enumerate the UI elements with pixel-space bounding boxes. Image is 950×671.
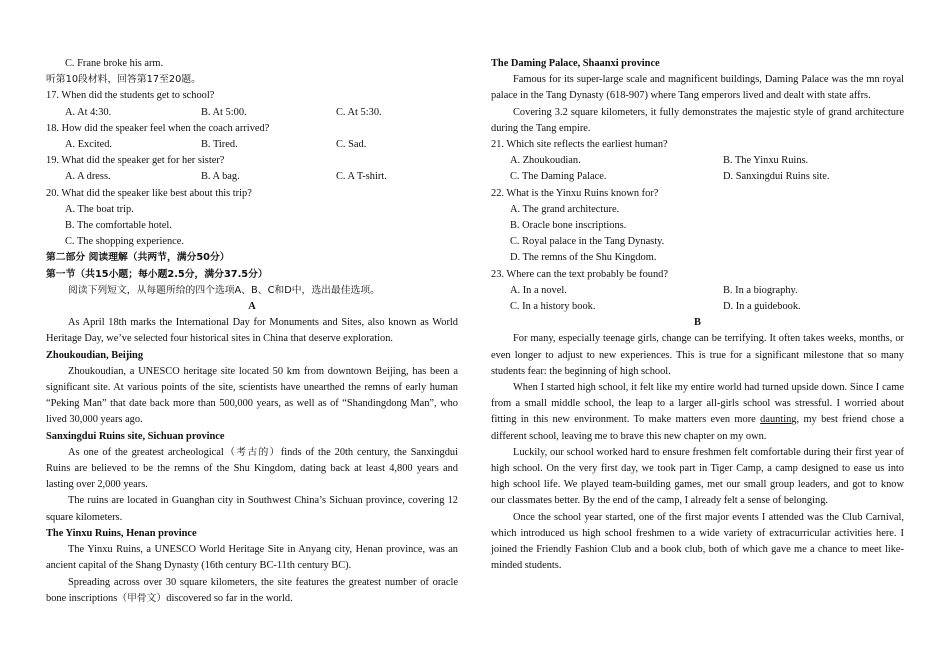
option: A. The grand architecture. (510, 203, 620, 215)
left-column (46, 56, 458, 607)
option: A. At 4:30. (65, 106, 112, 118)
option: B. A bag. (201, 171, 240, 183)
q16-option-c: C. Frane broke his arm. (65, 58, 164, 69)
text-run: discovered so far in the world. (166, 592, 293, 604)
question-23: 23. Where can the text probably be found? (491, 268, 668, 280)
option: B. Tired. (201, 139, 238, 151)
option: D. Sanxingdui Ruins site. (723, 171, 830, 183)
gloss: （甲骨文） (117, 592, 167, 604)
option: A. Excited. (65, 139, 113, 151)
text-run: As one of the greatest archeological (68, 446, 224, 458)
passage-a-label: A (248, 301, 256, 313)
option: A. Zhoukoudian. (510, 155, 581, 167)
question-17: 17. When did the students get to school? (46, 90, 215, 102)
question-19-options (46, 169, 458, 185)
paragraph-sanxingdui (46, 445, 458, 494)
question-19: 19. What did the speaker get for her sister? (46, 155, 225, 167)
question-18-options (46, 137, 458, 153)
question-20: 20. What did the speaker like best about this trip? (46, 187, 252, 199)
paragraph-zhoukoudian: Zhoukoudian, a UNESCO heritage site located 50 km from downtown Beijing, has been a significant site. At various points of the site, scientists have unearthed the remns of early human “Peking Man” that date back more than 500,000 years, as well as of “Shandingdong Man”, who lived 30,000 years ago. (46, 365, 458, 426)
text-run: finds of the 20th century, the Sanxingdui Ruins are believed to be the remns of the Shu Kingdom, dating back at least 4,800 years and lasting over 2,000 years. (46, 446, 458, 491)
option: B. The comfortable hotel. (65, 220, 172, 232)
option: D. In a guidebook. (723, 301, 801, 313)
question-23-options (491, 299, 904, 315)
paragraph-b-4: Once the school year started, one of the first major events I attended was the Club Carnival, which introduced us high school freshmen to a wide variety of extracurricular activities here. I joined the Friendly Fashion Club and a book club, both of which gave me a chance to meet like-minded students. (491, 511, 904, 572)
option: C. In a history book. (510, 301, 596, 313)
text-run: , my best friend chose a different school, leaving me to brave this new chapter on my own. (491, 414, 904, 442)
paragraph-yinxu: The Yinxu Ruins, a UNESCO World Heritage Site in Anyang city, Henan province, was an ancient capital of the Shang Dynasty (16th century BC-11th century BC). (46, 544, 458, 572)
question-18: 18. How did the speaker feel when the coach arrived? (46, 122, 270, 134)
question-21-options (491, 153, 904, 169)
question-23-options (491, 283, 904, 299)
underlined-word: daunting (760, 414, 797, 426)
option: B. Oracle bone inscriptions. (510, 220, 627, 232)
question-21: 21. Which site reflects the earliest human? (491, 139, 668, 151)
question-22: 22. What is the Yinxu Ruins known for? (491, 187, 659, 199)
option: C. Sad. (336, 139, 367, 151)
part-heading: 第二部分 阅读理解（共两节，满分50分） (46, 252, 230, 264)
option: A. A dress. (65, 171, 111, 183)
paragraph-sanxingdui-location: The ruins are located in Guanghan city in Southwest China’s Sichuan province, covering 12 square kilometers. (46, 495, 458, 523)
option: C. Royal palace in the Tang Dynasty. (510, 236, 665, 248)
heading-daming: The Daming Palace, Shaanxi province (491, 58, 660, 69)
section-heading: 第一节（共15小题；每小题2.5分，满分37.5分） (46, 268, 268, 280)
option: A. In a novel. (510, 284, 567, 296)
option: A. The boat trip. (65, 203, 134, 215)
paragraph-daming: Famous for its super-large scale and magnificent buildings, Daming Palace was the mn royal palace in the Tang Dynasty (618-907) where Tang emperors lived and dealt with state affrs. (491, 74, 904, 102)
reading-instruction: 阅读下列短文，从每题所给的四个选项A、B、C和D中，选出最佳选项。 (68, 284, 380, 296)
material-instruction: 听第10段材料，回答第17至20题。 (46, 74, 201, 86)
paragraph-yinxu-oracle (46, 575, 458, 607)
option: C. The shopping experience. (65, 236, 184, 248)
paragraph-b-2 (491, 380, 904, 445)
gloss: （考古的） (223, 446, 281, 458)
heading-sanxingdui: Sanxingdui Ruins site, Sichuan province (46, 430, 225, 442)
option: C. The Daming Palace. (510, 171, 607, 183)
option: C. At 5:30. (336, 106, 382, 118)
passage-intro: As April 18th marks the International Day for Monuments and Sites, also known as World Heritage Day, we’ve selected four historical sites in China that deserve exploration. (46, 317, 458, 345)
option: D. The remns of the Shu Kingdom. (510, 252, 657, 264)
option: B. At 5:00. (201, 106, 247, 118)
question-17-options (46, 105, 458, 121)
passage-b-label: B (694, 317, 701, 329)
right-column (491, 56, 904, 575)
option: C. A T-shirt. (336, 171, 387, 183)
option: B. The Yinxu Ruins. (723, 155, 809, 167)
heading-zhoukoudian: Zhoukoudian, Beijing (46, 349, 144, 361)
text-run: Spreading across over 30 square kilometers, the site features the greatest number of oracle bone inscriptions (46, 576, 458, 604)
option: B. In a biography. (723, 284, 798, 296)
paragraph-b-3: Luckily, our school worked hard to ensure freshmen felt comfortable during their first year of high school. On the very first day, we took part in Tiger Camp, a camp designed to ease us into high school life. We played team-building games, met our small group leaders, and got to know our classmates better. By the end of the camp, I already felt a sense of belonging. (491, 446, 904, 507)
paragraph-b-1: For many, especially teenage girls, change can be terrifying. It often takes weeks, months, or even longer to adjust to new experiences. This is true for a significant milestone that so many students fear: the beginning of high school. (491, 333, 904, 377)
text-run: When I started high school, it felt like my entire world had turned upside down. Since I came from a small middle school, the leap to a larger all-girls school was stressful. I worried about fitting in this new environment. To make matters even more (491, 382, 904, 426)
question-21-options (491, 169, 904, 185)
paragraph-daming-size: Covering 3.2 square kilometers, it fully demonstrates the majestic style of grand architecture during the Tang empire. (491, 106, 904, 134)
heading-yinxu: The Yinxu Ruins, Henan province (46, 527, 197, 539)
